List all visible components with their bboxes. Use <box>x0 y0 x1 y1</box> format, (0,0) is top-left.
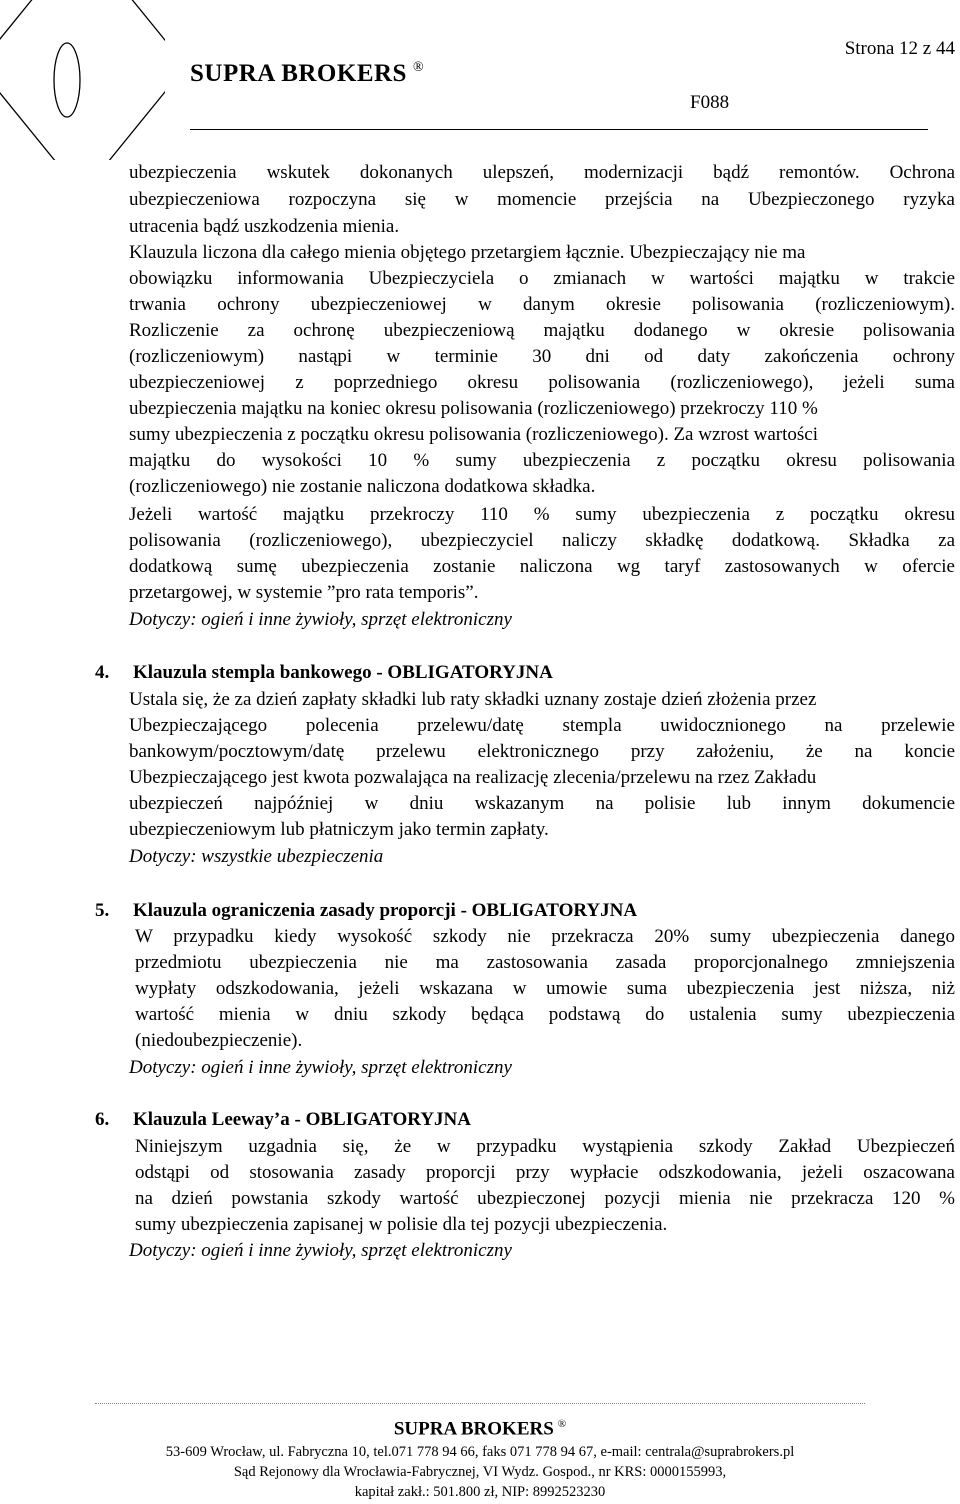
clause-line: wartość mienia w dniu szkody będąca podstawą do ustalenia sumy ubezpieczenia <box>135 1004 955 1025</box>
clause-line: W przypadku kiedy wysokość szkody nie przekracza 20% sumy ubezpieczenia danego <box>135 926 955 947</box>
clause-number: 5. <box>95 900 110 921</box>
footer-court: Sąd Rejonowy dla Wrocławia-Fabrycznej, VI Wydz. Gospod., nr KRS: 0000155993, <box>233 1464 727 1480</box>
intro-line: Jeżeli wartość majątku przekroczy 110 % sumy ubezpieczenia z początku okresu <box>129 504 955 525</box>
intro-line: utracenia bądź uszkodzenia mienia. <box>129 216 400 237</box>
clause-line: ubezpieczeniowym lub płatniczym jako termin zapłaty. <box>129 819 549 840</box>
clause-number: 6. <box>95 1109 110 1130</box>
intro-line: ubezpieczenia wskutek dokonanych ulepszeń, modernizacji bądź remontów. Ochrona <box>129 162 955 183</box>
clause-line: na dzień powstania szkody wartość ubezpieczonej pozycji mienia nie przekracza 120 % <box>135 1188 955 1209</box>
applies-note: Dotyczy: ogień i inne żywioły, sprzęt elektroniczny <box>129 1240 512 1261</box>
intro-line: przetargowej, w systemie ”pro rata temporis”. <box>129 582 479 603</box>
clause-number: 4. <box>95 662 110 683</box>
intro-line: (rozliczeniowego) nie zostanie naliczona dodatkowa składka. <box>129 476 596 497</box>
clause-line: przedmiotu ubezpieczenia nie ma zastosowania zasada proporcjonalnego zmniejszenia <box>135 952 955 973</box>
intro-line: majątku do wysokości 10 % sumy ubezpieczenia z początku okresu polisowania <box>129 450 955 471</box>
company-logo <box>0 0 165 160</box>
clause-line: Ubezpieczającego jest kwota pozwalająca na realizację zlecenia/przelewu na rzez Zakładu <box>129 767 817 788</box>
form-code: F088 <box>690 92 730 113</box>
intro-line: trwania ochrony ubezpieczeniowej w danym okresie polisowania (rozliczeniowym). <box>129 294 955 315</box>
header-divider <box>190 129 928 130</box>
clause-line: odstąpi od stosowania zasady proporcji przy wypłacie odszkodowania, jeżeli oszacowana <box>135 1162 955 1183</box>
clause-line: Ustala się, że za dzień zapłaty składki lub raty składki uznany zostaje dzień złożenia przez <box>129 689 817 710</box>
applies-note: Dotyczy: ogień i inne żywioły, sprzęt elektroniczny <box>129 609 512 630</box>
page-number: Strona 12 z 44 <box>844 38 955 59</box>
footer-address: 53-609 Wrocław, ul. Fabryczna 10, tel.071 778 94 66, faks 071 778 94 67, e-mail: centrala@suprabrokers.pl <box>165 1444 795 1460</box>
clause-line: (niedoubezpieczenie). <box>135 1030 303 1051</box>
clause-line: Niniejszym uzgadnia się, że w przypadku wystąpienia szkody Zakład Ubezpieczeń <box>135 1136 955 1157</box>
clause-line: bankowym/pocztowym/datę przelewu elektronicznego przy założeniu, że na koncie <box>129 741 955 762</box>
clause-line: wypłaty odszkodowania, jeżeli wskazana w umowie suma ubezpieczenia jest niższa, niż <box>135 978 955 999</box>
clause-title: Klauzula stempla bankowego - OBLIGATORYJNA <box>133 662 553 683</box>
intro-line: Rozliczenie za ochronę ubezpieczeniową majątku dodanego w okresie polisowania <box>129 320 955 341</box>
intro-line: polisowania (rozliczeniowego), ubezpieczyciel naliczy składkę dodatkową. Składka za <box>129 530 955 551</box>
intro-line: dodatkową sumę ubezpieczenia zostanie naliczona wg taryf zastosowanych w ofercie <box>129 556 955 577</box>
intro-line: sumy ubezpieczenia z początku okresu polisowania (rozliczeniowego). Za wzrost wartości <box>129 424 819 445</box>
footer-divider <box>95 1403 865 1404</box>
clause-title: Klauzula Leeway’a - OBLIGATORYJNA <box>133 1109 472 1130</box>
intro-line: obowiązku informowania Ubezpieczyciela o zmianach w wartości majątku w trakcie <box>129 268 955 289</box>
intro-line: (rozliczeniowym) nastąpi w terminie 30 dni od daty zakończenia ochrony <box>129 346 955 367</box>
applies-note: Dotyczy: wszystkie ubezpieczenia <box>129 846 384 867</box>
clause-line: ubezpieczeń najpóźniej w dniu wskazanym na polisie lub innym dokumencie <box>129 793 955 814</box>
intro-line: ubezpieczeniowa rozpoczyna się w momencie przejścia na Ubezpieczonego ryzyka <box>129 189 955 210</box>
intro-line: Klauzula liczona dla całego mienia objętego przetargiem łącznie. Ubezpieczający nie ma <box>129 242 806 263</box>
intro-line: ubezpieczeniowej z poprzedniego okresu polisowania (rozliczeniowego), jeżeli suma <box>129 372 955 393</box>
clause-line: sumy ubezpieczenia zapisanej w polisie dla tej pozycji ubezpieczenia. <box>135 1214 668 1235</box>
applies-note: Dotyczy: ogień i inne żywioły, sprzęt elektroniczny <box>129 1057 512 1078</box>
header-brand: SUPRA BROKERS ® <box>190 60 425 87</box>
footer-capital: kapitał zakł.: 501.800 zł, NIP: 8992523230 <box>354 1484 606 1500</box>
clause-title: Klauzula ograniczenia zasady proporcji - OBLIGATORYJNA <box>133 900 638 921</box>
clause-line: Ubezpieczającego polecenia przelewu/datę stempla uwidocznionego na przelewie <box>129 715 955 736</box>
intro-line: ubezpieczenia majątku na koniec okresu polisowania (rozliczeniowego) przekroczy 110 % <box>129 398 818 419</box>
footer-brand: SUPRA BROKERS ® <box>393 1418 567 1440</box>
